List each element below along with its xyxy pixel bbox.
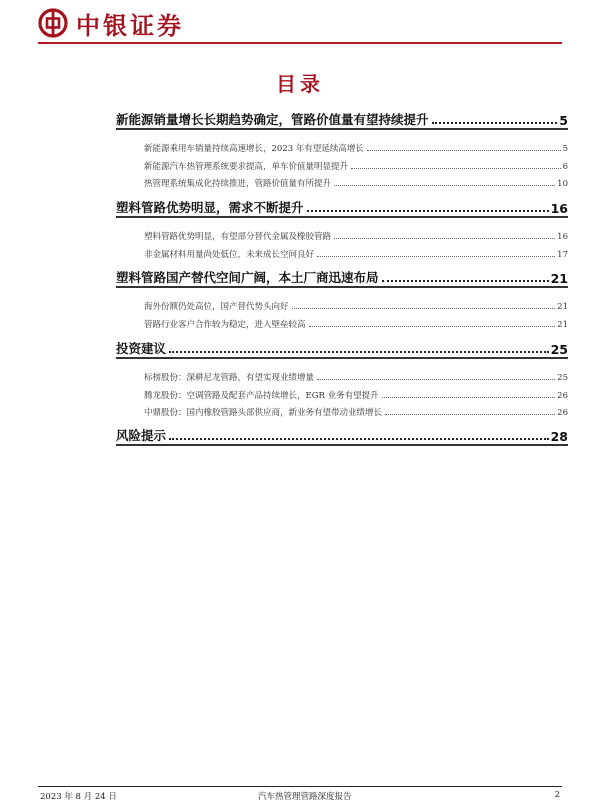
header-rule bbox=[38, 42, 562, 44]
dot-leader bbox=[334, 185, 555, 186]
dot-leader bbox=[351, 168, 561, 169]
toc-subsection[interactable] bbox=[144, 142, 568, 154]
footer-date: 2023 年 8 月 24 日 bbox=[40, 792, 117, 800]
toc-subsection[interactable] bbox=[144, 406, 568, 418]
toc-subsection[interactable] bbox=[144, 318, 568, 330]
toc-subsection[interactable] bbox=[144, 371, 568, 383]
footer-report-title: 汽车热管理管路深度报告 bbox=[258, 792, 352, 800]
toc-entry-page: 16 bbox=[557, 232, 568, 242]
toc-entry-label: 非金属材料用量尚处低位，未来成长空间良好 bbox=[144, 249, 315, 260]
dot-leader bbox=[169, 351, 549, 353]
toc-entry-page: 25 bbox=[550, 342, 568, 357]
toc-entry-label: 风险提示 bbox=[116, 428, 167, 443]
toc-title: 目录 bbox=[276, 72, 324, 96]
toc-subsection[interactable] bbox=[144, 248, 568, 260]
toc-entry-page: 21 bbox=[550, 271, 568, 286]
dot-leader bbox=[382, 397, 556, 398]
toc-entry-page: 26 bbox=[557, 390, 568, 401]
toc-entry-page: 28 bbox=[550, 429, 568, 444]
toc-entry-label: 管路行业客户合作较为稳定，进入壁垒较高 bbox=[144, 319, 306, 330]
dot-leader bbox=[317, 379, 555, 380]
dot-leader bbox=[292, 308, 556, 309]
section-rule bbox=[116, 286, 568, 288]
report-header bbox=[38, 6, 184, 40]
toc-subsection[interactable] bbox=[144, 160, 568, 172]
toc-entry-label: 海外份额仍处高位，国产替代势头向好 bbox=[144, 302, 289, 312]
toc-entry-page: 17 bbox=[557, 249, 568, 260]
toc-section[interactable] bbox=[116, 110, 568, 128]
footer-rule bbox=[38, 786, 562, 787]
toc-section[interactable] bbox=[116, 268, 568, 286]
toc-entry-label: 标榜股份：深耕尼龙管路，有望实现业绩增量 bbox=[144, 373, 315, 383]
toc-entry-page: 26 bbox=[557, 408, 568, 418]
toc-entry-label: 投资建议 bbox=[116, 341, 167, 356]
toc-subsection[interactable] bbox=[144, 177, 568, 189]
toc-entry-label: 新能源销量增长长期趋势确定，管路价值量有望持续提升 bbox=[116, 112, 429, 127]
toc-entry-label: 塑料管路国产替代空间广阔，本土厂商迅速布局 bbox=[116, 270, 379, 285]
toc-entry-page: 21 bbox=[557, 319, 568, 330]
dot-leader bbox=[385, 414, 555, 415]
toc-entry-label: 塑料管路优势明显，有望部分替代金属及橡胶管路 bbox=[144, 232, 332, 242]
toc-entry-label: 塑料管路优势明显，需求不断提升 bbox=[116, 200, 304, 215]
section-rule bbox=[116, 357, 568, 359]
toc-entry-page: 21 bbox=[557, 302, 568, 312]
toc-entry-page: 16 bbox=[550, 201, 568, 216]
dot-leader bbox=[432, 122, 558, 124]
dot-leader bbox=[307, 210, 549, 212]
toc-entry-label: 热管理系统集成化持续推进，管路价值量有所提升 bbox=[144, 179, 332, 189]
dot-leader bbox=[169, 438, 549, 440]
toc-entry-label: 新能源汽车热管理系统要求提高，单车价值量明显提升 bbox=[144, 161, 349, 172]
toc-entry-label: 中鼎股份：国内橡胶管路头部供应商，新业务有望带动业绩增长 bbox=[144, 408, 383, 418]
dot-leader bbox=[317, 256, 555, 257]
toc-subsection[interactable] bbox=[144, 300, 568, 312]
toc-entry-page: 6 bbox=[562, 161, 568, 172]
dot-leader bbox=[334, 238, 555, 239]
toc-subsection[interactable] bbox=[144, 389, 568, 401]
footer-page-number: 2 bbox=[554, 790, 560, 800]
bank-of-china-logo-icon bbox=[38, 8, 68, 38]
dot-leader bbox=[309, 326, 556, 327]
section-rule bbox=[116, 216, 568, 218]
toc-section[interactable] bbox=[116, 426, 568, 444]
toc-entry-label: 新能源乘用车销量持续高速增长，2023 年有望延续高增长 bbox=[144, 144, 364, 154]
section-rule bbox=[116, 444, 568, 446]
toc-entry-page: 5 bbox=[559, 113, 568, 128]
toc-section[interactable] bbox=[116, 339, 568, 357]
toc-subsection[interactable] bbox=[144, 230, 568, 242]
toc-entry-label: 腾龙股份：空调管路及配套产品持续增长，EGR 业务有望提升 bbox=[144, 390, 379, 401]
dot-leader bbox=[367, 150, 561, 151]
toc-entry-page: 25 bbox=[557, 373, 568, 383]
toc-section[interactable] bbox=[116, 198, 568, 216]
dot-leader bbox=[382, 280, 549, 282]
section-rule bbox=[116, 128, 568, 130]
toc-entry-page: 5 bbox=[562, 144, 568, 154]
toc-entry-page: 10 bbox=[557, 179, 568, 189]
brand-name: 中银证券 bbox=[76, 11, 184, 40]
